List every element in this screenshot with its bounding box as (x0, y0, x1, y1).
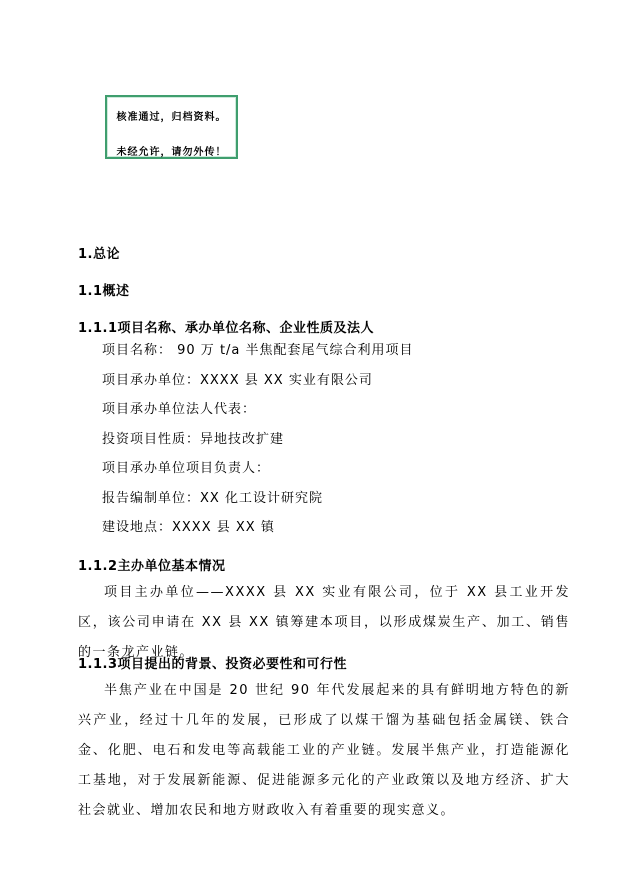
heading-1-1-3-background: 1.1.3项目提出的背景、投资必要性和可行性 (78, 657, 348, 672)
stamp-text-line2: 未经允许，请勿外传！ (116, 147, 227, 158)
heading-1-1-2-sponsor-info: 1.1.2主办单位基本情况 (78, 559, 226, 574)
paragraph-sponsor-info: 项目主办单位——XXXX 县 XX 实业有限公司，位于 XX 县工业开发区，该公司申请在 XX 县 XX 镇筹建本项目，以形成煤炭生产、加工、销售的一条龙产业链。 (78, 585, 570, 660)
approval-stamp-box (105, 95, 238, 159)
heading-1-general: 1.总论 (78, 247, 120, 262)
heading-1-1-overview: 1.1概述 (78, 284, 130, 299)
field-investment-nature: 投资项目性质：异地技改扩建 (102, 431, 285, 447)
field-project-manager: 项目承办单位项目负责人： (102, 461, 271, 476)
paragraph-background: 半焦产业在中国是 20 世纪 90 年代发展起来的具有鲜明地方特色的新兴产业，经过十几年的发展，已形成了以煤干馏为基础包括金属镁、铁合金、化肥、电石和发电等高载能工业的产业链。发展半焦产业，打造能源化工基地，对于发展新能源、促进能源多元化的产业政策以及地方经济、扩大社会就业、增加农民和地方财政收入有着重要的现实意义。 (78, 683, 570, 818)
stamp-text-line1: 核准通过，归档资料。 (116, 112, 227, 123)
project-info-list (102, 336, 414, 543)
field-legal-representative: 项目承办单位法人代表： (102, 402, 257, 417)
field-construction-site: 建设地点：XXXX 县 XX 镇 (102, 520, 275, 535)
heading-1-1-1-project-names: 1.1.1项目名称、承办单位名称、企业性质及法人 (78, 321, 375, 336)
field-report-compiler: 报告编制单位：XX 化工设计研究院 (102, 490, 323, 506)
field-project-name: 项目名称： 90 万 t/a 半焦配套尾气综合利用项目 (102, 343, 414, 358)
field-undertaking-unit: 项目承办单位：XXXX 县 XX 实业有限公司 (102, 372, 373, 388)
